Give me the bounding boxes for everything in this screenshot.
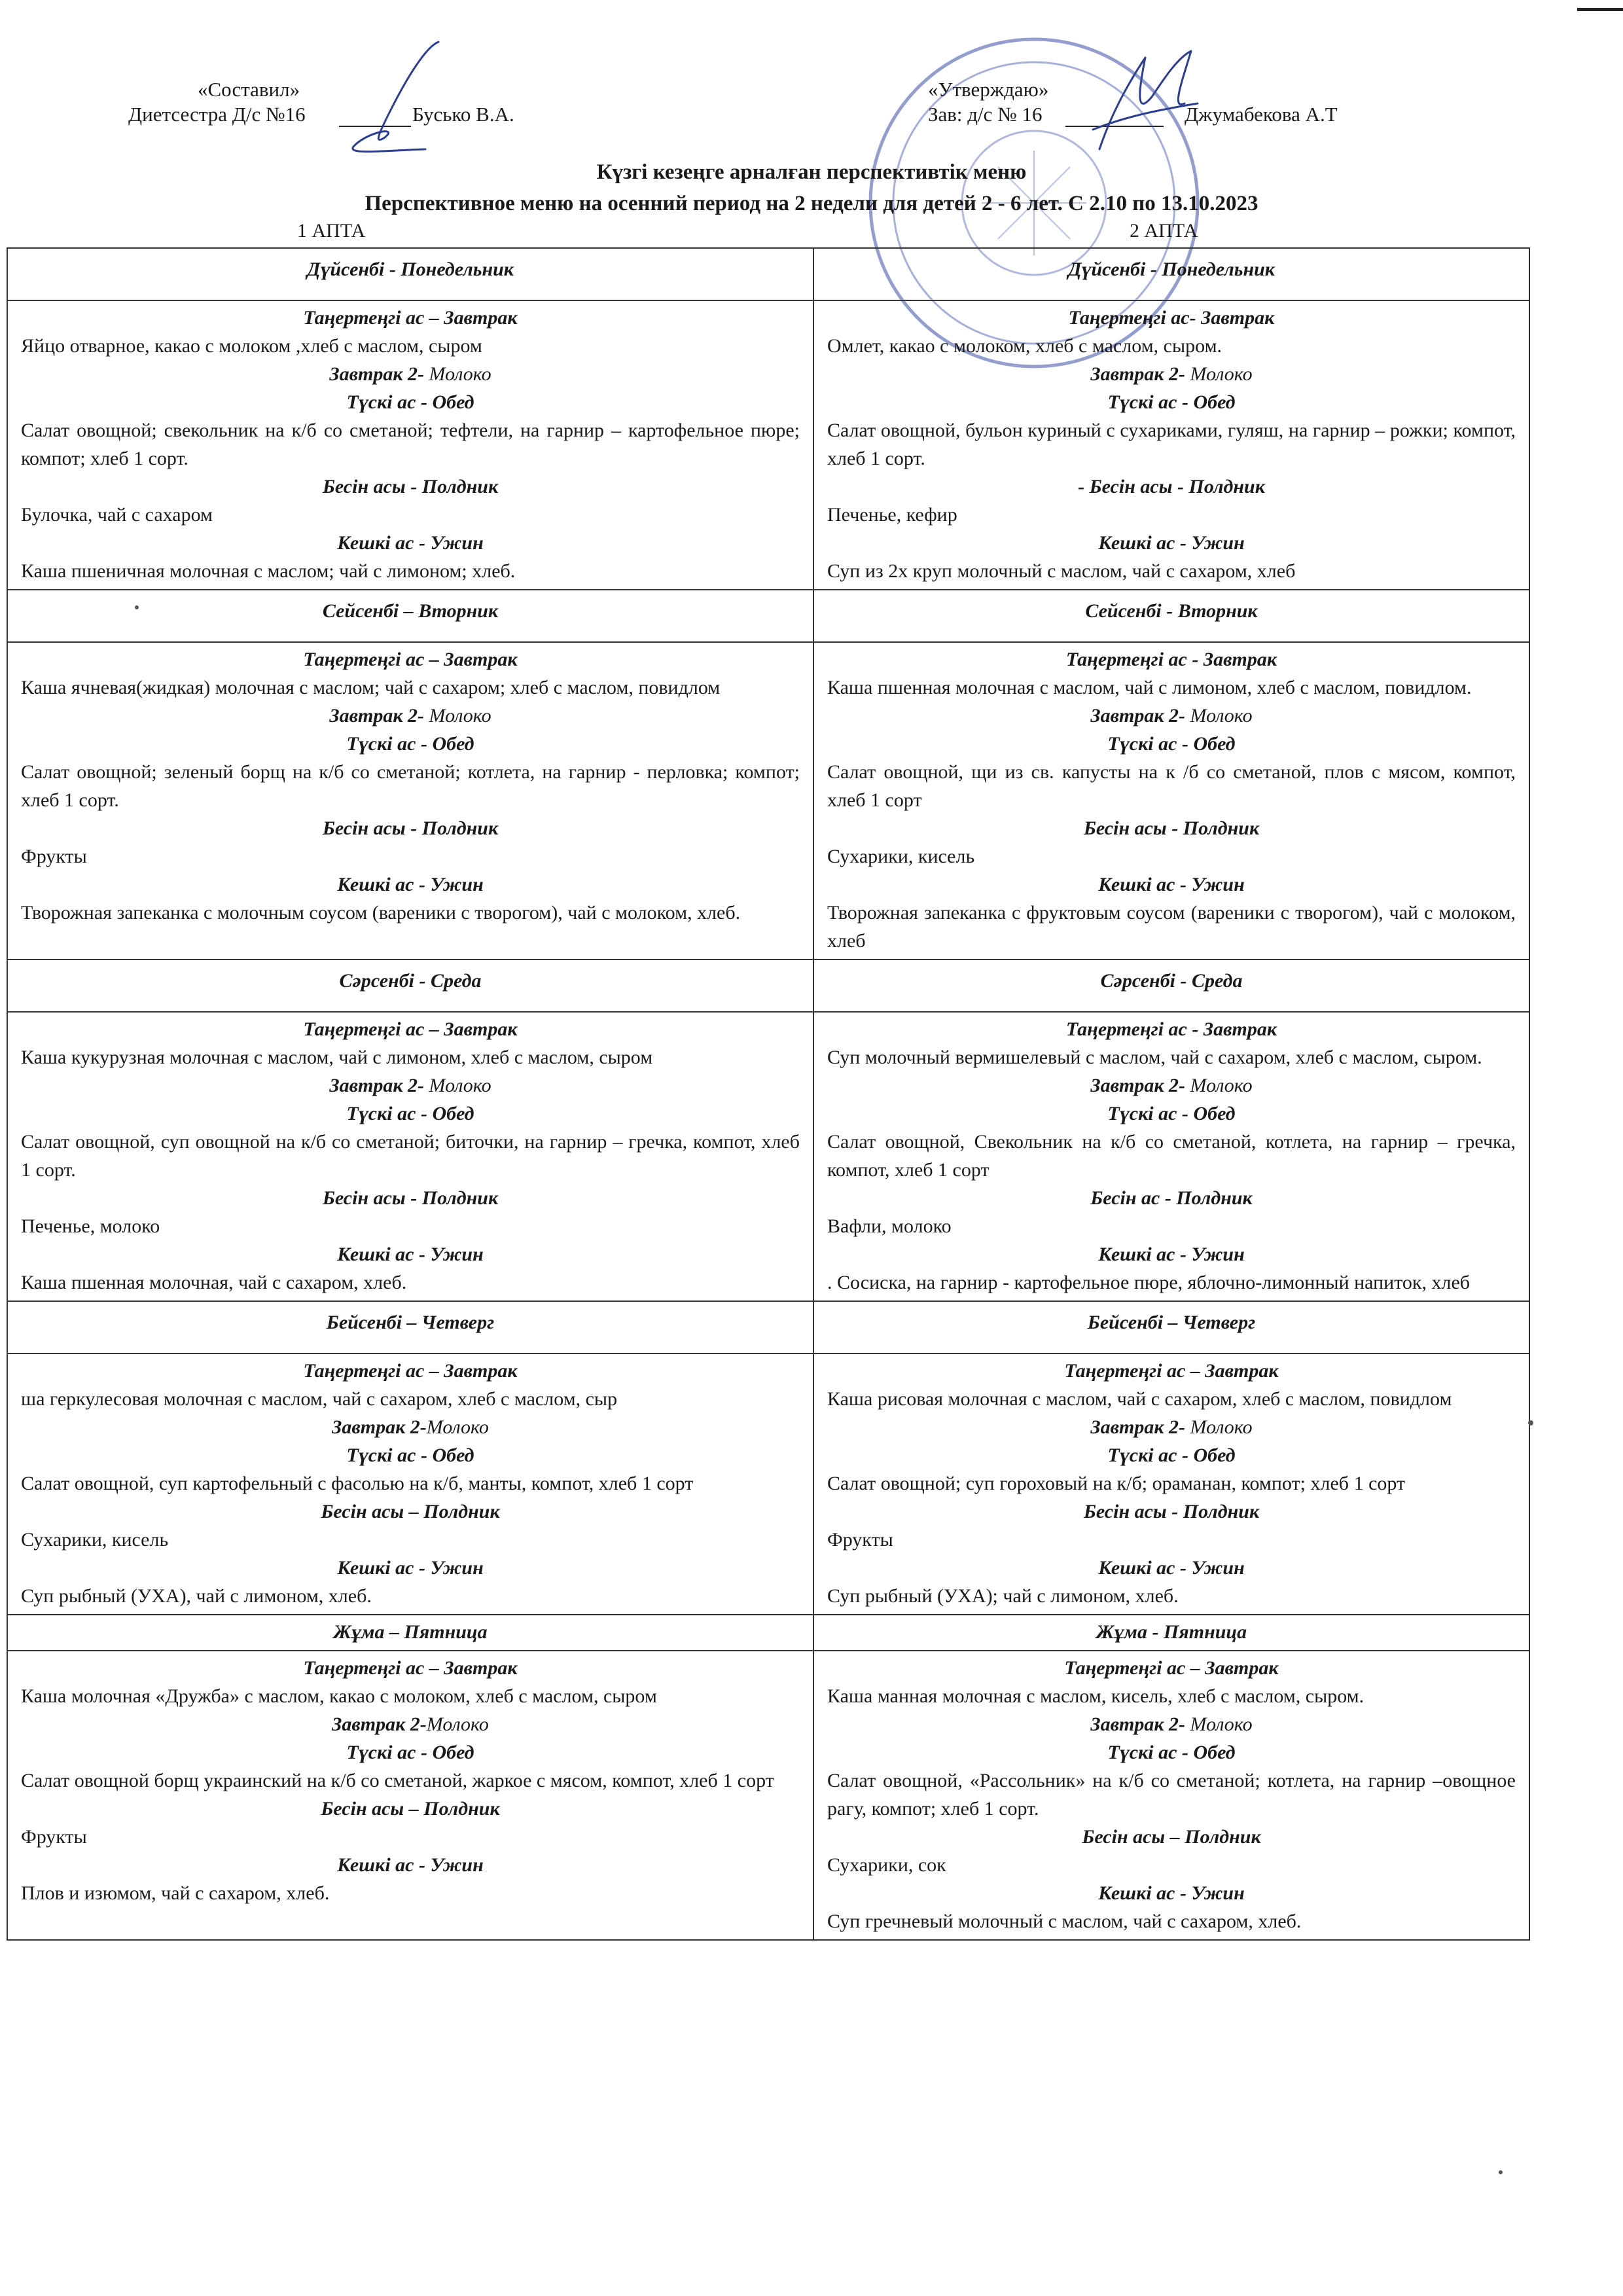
dinner-label: Кешкі ас - Ужин [1098,1557,1245,1579]
week-2-meals [813,1354,1529,1615]
breakfast-dishes: Омлет, какао с молоком, хлеб с маслом, сыром. [827,335,1222,357]
dinner-dishes: . Сосиска, на гарнир - картофельное пюре, яблочно-лимонный напиток, хлеб [827,1272,1471,1293]
snack-dishes: Фрукты [21,846,87,867]
dinner-dishes: Суп рыбный (УХА); чай с лимоном, хлеб. [827,1585,1179,1607]
lunch-label: Түскі ас - Обед [1107,1444,1236,1466]
week-1-meals [7,1012,813,1301]
breakfast-2-bold: Завтрак 2- [332,1713,427,1735]
breakfast-2-bold: Завтрак 2- [329,1075,425,1096]
week-2-label: 2 АПТА [1130,220,1198,242]
breakfast-dishes: Каша ячневая(жидкая) молочная с маслом; чай с сахаром; хлеб с маслом, повидлом [21,677,721,698]
day-meals-row [7,642,1529,960]
lunch-dishes: Салат овощной; зеленый борщ на к/б со сметаной; котлета, на гарнир - перловка; компот; хлеб 1 сорт. [21,761,800,811]
dinner-label: Кешкі ас - Ужин [1098,1244,1245,1265]
breakfast-2-bold: Завтрак 2- [332,1416,427,1438]
breakfast-2-label [827,702,1516,730]
dinner-label: Кешкі ас - Ужин [1098,1882,1245,1904]
snack-dishes: Печенье, молоко [21,1215,160,1237]
breakfast-2-bold: Завтрак 2- [1090,1713,1186,1735]
snack-label: Бесін асы – Полдник [1082,1826,1261,1848]
compiled-by-name: Бусько В.А. [412,103,514,126]
approved-by-signature [1073,31,1217,162]
breakfast-dishes: Яйцо отварное, какао с молоком ,хлеб с маслом, сыром [21,335,482,357]
day-name-week-2: Сәрсенбі - Среда [813,960,1529,1012]
dinner-label: Кешкі ас - Ужин [337,1854,484,1876]
lunch-label: Түскі ас - Обед [346,1103,474,1124]
lunch-dishes: Салат овощной; суп гороховый на к/б; ораманан, компот; хлеб 1 сорт [827,1473,1406,1494]
week-1-meals [7,1651,813,1940]
day-meals-row [7,300,1529,590]
breakfast-2-bold: Завтрак 2- [1090,1416,1186,1438]
snack-label: Бесін асы - Полдник [322,817,499,839]
snack-dishes: Сухарики, кисель [21,1529,169,1551]
dinner-dishes: Плов и изюмом, чай с сахаром, хлеб. [21,1882,330,1904]
compiled-by-signature [327,34,458,158]
scan-speck [135,605,139,609]
breakfast-2-milk: Молоко [424,1075,491,1096]
day-header-row [7,1615,1529,1651]
day-name-week-1: Дүйсенбі - Понедельник [7,248,813,300]
day-header-row [7,1301,1529,1354]
breakfast-label: Таңертеңгі ас – Завтрак [1064,1360,1279,1382]
lunch-label: Түскі ас - Обед [346,391,474,413]
lunch-label: Түскі ас - Обед [346,733,474,755]
snack-dishes: Вафли, молоко [827,1215,952,1237]
lunch-dishes: Салат овощной борщ украинский на к/б со сметаной, жаркое с мясом, компот, хлеб 1 сорт [21,1770,774,1791]
day-name-week-1: Сейсенбі – Вторник [7,590,813,642]
lunch-dishes: Салат овощной, щи из св. капусты на к /б со сметаной, плов с мясом, компот, хлеб 1 сорт [827,761,1516,811]
lunch-label: Түскі ас - Обед [1107,1742,1236,1763]
snack-dishes: Сухарики, кисель [827,846,975,867]
breakfast-2-milk: Молоко [1185,1416,1253,1438]
snack-label: Бесін асы - Полдник [322,476,499,497]
snack-label: Бесін асы - Полдник [1083,1501,1260,1522]
scan-speck [1528,1420,1533,1426]
scan-edge-mark [1577,8,1623,11]
breakfast-2-milk: Молоко [1185,705,1253,726]
breakfast-2-milk: Молоко [1185,363,1253,385]
dinner-dishes: Творожная запеканка с фруктовым соусом (вареники с творогом), чай с молоком, хлеб [827,902,1516,952]
day-meals-row [7,1354,1529,1615]
breakfast-2-label [827,1710,1516,1738]
breakfast-2-label [21,1413,800,1441]
snack-dishes: Фрукты [21,1826,87,1848]
dinner-label: Кешкі ас - Ужин [1098,874,1245,895]
breakfast-2-milk: Молоко [424,363,491,385]
snack-dishes: Сухарики, сок [827,1854,946,1876]
lunch-dishes: Салат овощной, Свекольник на к/б со сметаной, котлета, на гарнир – гречка, компот, хлеб 1 сорт [827,1131,1516,1181]
breakfast-label: Таңертеңгі ас – Завтрак [1064,1657,1279,1679]
breakfast-label: Таңертеңгі ас – Завтрак [303,307,518,329]
snack-label: Бесін асы – Полдник [321,1501,500,1522]
week-1-meals [7,1354,813,1615]
breakfast-dishes: ша геркулесовая молочная с маслом, чай с сахаром, хлеб с маслом, сыр [21,1388,618,1410]
day-name-week-2: Бейсенбі – Четверг [813,1301,1529,1354]
dinner-dishes: Каша пшенная молочная, чай с сахаром, хлеб. [21,1272,407,1293]
breakfast-2-bold: Завтрак 2- [329,363,425,385]
day-header-row [7,248,1529,300]
lunch-label: Түскі ас - Обед [1107,391,1236,413]
lunch-label: Түскі ас - Обед [346,1742,474,1763]
lunch-label: Түскі ас - Обед [1107,1103,1236,1124]
breakfast-dishes: Суп молочный вермишелевый с маслом, чай с сахаром, хлеб с маслом, сыром. [827,1047,1482,1068]
menu-title-ru: Перспективное меню на осенний период на 2 недели для детей 2 - 6 лет. С 2.10 по 13.10.2023 [365,192,1258,215]
breakfast-2-milk: Молоко [424,705,491,726]
breakfast-2-milk: Молоко [1185,1075,1253,1096]
breakfast-dishes: Каша молочная «Дружба» с маслом, какао с молоком, хлеб с маслом, сыром [21,1685,657,1707]
breakfast-label: Таңертеңгі ас – Завтрак [303,1360,518,1382]
day-meals-row [7,1012,1529,1301]
dinner-label: Кешкі ас - Ужин [337,1557,484,1579]
snack-dishes: Булочка, чай с сахаром [21,504,213,526]
breakfast-2-bold: Завтрак 2- [1090,705,1186,726]
menu-title-kz: Күзгі кезеңге арналған перспективтік меню [596,160,1027,184]
dinner-dishes: Суп из 2х круп молочный с маслом, чай с сахаром, хлеб [827,560,1296,582]
lunch-dishes: Салат овощной; свекольник на к/б со сметаной; тефтели, на гарнир – картофельное пюре; компот; хлеб 1 сорт. [21,420,800,469]
snack-label: Бесін асы - Полдник [1083,817,1260,839]
snack-dishes: Печенье, кефир [827,504,957,526]
breakfast-2-label [21,702,800,730]
breakfast-2-bold: Завтрак 2- [1090,363,1186,385]
lunch-dishes: Салат овощной, суп картофельный с фасолью на к/б, манты, компот, хлеб 1 сорт [21,1473,694,1494]
dinner-label: Кешкі ас - Ужин [1098,532,1245,554]
day-header-row [7,590,1529,642]
lunch-dishes: Салат овощной, бульон куриный с сухариками, гуляш, на гарнир – рожки; компот, хлеб 1 сорт. [827,420,1516,469]
breakfast-label: Таңертеңгі ас - Завтрак [1065,1018,1277,1040]
breakfast-dishes: Каша рисовая молочная с маслом, чай с сахаром, хлеб с маслом, повидлом [827,1388,1452,1410]
breakfast-label: Таңертеңгі ас - Завтрак [1065,649,1277,670]
dinner-dishes: Суп гречневый молочный с маслом, чай с сахаром, хлеб. [827,1910,1302,1932]
day-name-week-2: Сейсенбі - Вторник [813,590,1529,642]
menu-table [7,247,1530,1941]
breakfast-label: Таңертеңгі ас – Завтрак [303,1657,518,1679]
breakfast-2-label [827,360,1516,388]
breakfast-2-bold: Завтрак 2- [1090,1075,1186,1096]
day-name-week-1: Жұма – Пятница [7,1615,813,1651]
snack-label: Бесін асы – Полдник [321,1798,500,1820]
week-2-meals [813,1012,1529,1301]
week-1-label: 1 АПТА [297,220,366,242]
snack-label: - Бесін асы - Полдник [1078,476,1265,497]
week-2-meals [813,642,1529,960]
approved-by-name: Джумабекова А.Т [1185,103,1338,126]
week-2-meals [813,1651,1529,1940]
breakfast-label: Таңертеңгі ас- Завтрак [1068,307,1275,329]
approved-by-label: «Утверждаю» [928,78,1049,101]
lunch-label: Түскі ас - Обед [1107,733,1236,755]
approved-by-role: Зав: д/с № 16 [928,103,1043,126]
breakfast-2-bold: Завтрак 2- [329,705,425,726]
day-name-week-2: Жұма - Пятница [813,1615,1529,1651]
dinner-label: Кешкі ас - Ужин [337,874,484,895]
day-name-week-2: Дүйсенбі - Понедельник [813,248,1529,300]
breakfast-2-milk: Молоко [426,1713,489,1735]
compiled-by-role: Диетсестра Д/с №16 [128,103,306,126]
day-header-row [7,960,1529,1012]
lunch-label: Түскі ас - Обед [346,1444,474,1466]
breakfast-2-label [21,360,800,388]
snack-dishes: Фрукты [827,1529,893,1551]
breakfast-dishes: Каша манная молочная с маслом, кисель, хлеб с маслом, сыром. [827,1685,1364,1707]
snack-label: Бесін асы - Полдник [322,1187,499,1209]
breakfast-2-label [21,1710,800,1738]
lunch-dishes: Салат овощной, суп овощной на к/б со сметаной; биточки, на гарнир – гречка, компот, хлеб 1 сорт. [21,1131,800,1181]
week-2-meals [813,300,1529,590]
week-1-meals [7,300,813,590]
breakfast-2-milk: Молоко [1185,1713,1253,1735]
day-name-week-1: Бейсенбі – Четверг [7,1301,813,1354]
breakfast-label: Таңертеңгі ас – Завтрак [303,649,518,670]
breakfast-dishes: Каша пшенная молочная с маслом, чай с лимоном, хлеб с маслом, повидлом. [827,677,1472,698]
week-1-meals [7,642,813,960]
day-name-week-1: Сәрсенбі - Среда [7,960,813,1012]
breakfast-2-label [21,1071,800,1100]
day-meals-row [7,1651,1529,1940]
dinner-dishes: Творожная запеканка с молочным соусом (вареники с творогом), чай с молоком, хлеб. [21,902,741,924]
dinner-label: Кешкі ас - Ужин [337,1244,484,1265]
dinner-dishes: Каша пшеничная молочная с маслом; чай с лимоном; хлеб. [21,560,516,582]
dinner-dishes: Суп рыбный (УХА), чай с лимоном, хлеб. [21,1585,372,1607]
dinner-label: Кешкі ас - Ужин [337,532,484,554]
lunch-dishes: Салат овощной, «Рассольник» на к/б со сметаной; котлета, на гарнир –овощное рагу, компот; хлеб 1 сорт. [827,1770,1516,1820]
snack-label: Бесін ас - Полдник [1090,1187,1253,1209]
breakfast-label: Таңертеңгі ас – Завтрак [303,1018,518,1040]
compiled-by-label: «Составил» [198,78,300,101]
scan-speck [1499,2170,1503,2174]
breakfast-2-milk: Молоко [426,1416,489,1438]
breakfast-2-label [827,1413,1516,1441]
breakfast-2-label [827,1071,1516,1100]
breakfast-dishes: Каша кукурузная молочная с маслом, чай с лимоном, хлеб с маслом, сыром [21,1047,653,1068]
